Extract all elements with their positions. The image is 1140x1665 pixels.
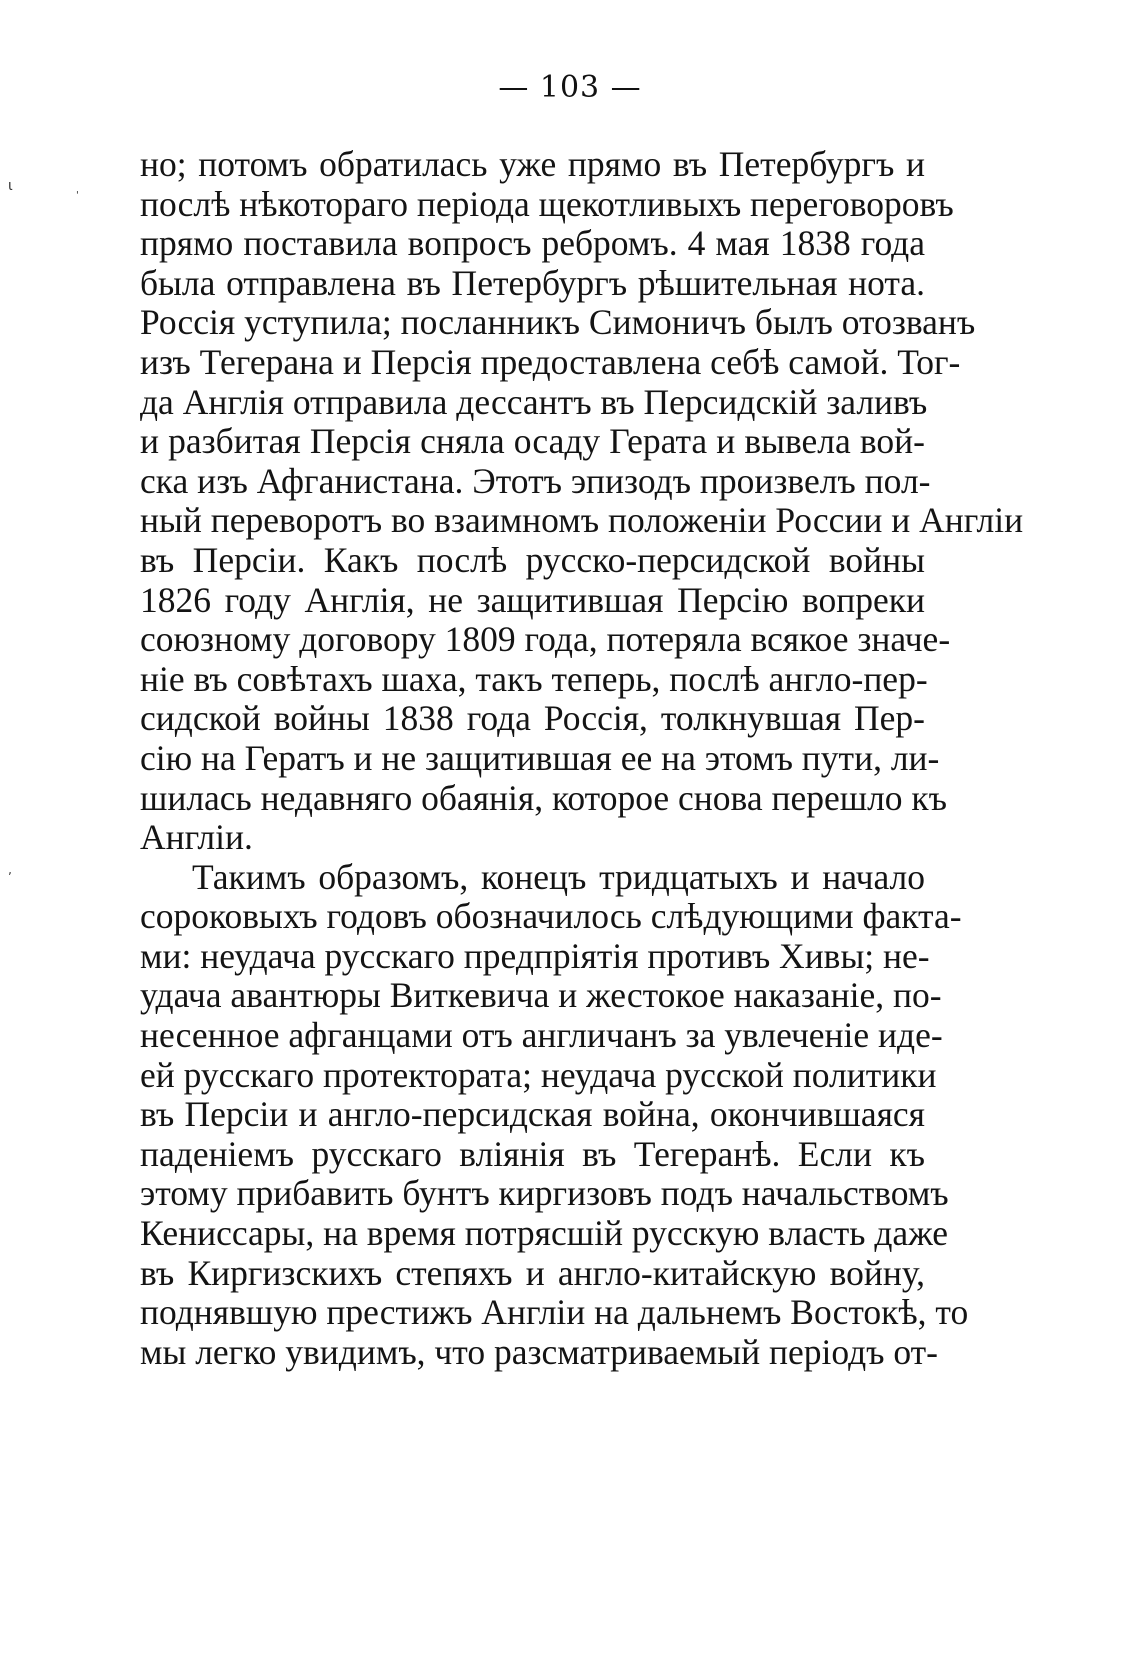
text-line: несенное афганцами отъ англичанъ за увлеченіе иде- bbox=[140, 1015, 943, 1056]
text-line: сороковыхъ годовъ обозначилось слѣдующими факта- bbox=[140, 896, 962, 937]
paragraph-1 bbox=[140, 144, 1024, 858]
paragraph-2 bbox=[140, 856, 969, 1373]
text-line: но; потомъ обратилась уже прямо въ Петербургъ и bbox=[140, 144, 925, 184]
text-line: удача авантюры Виткевича и жестокое наказаніе, по- bbox=[140, 975, 942, 1016]
text-line: союзному договору 1809 года, потеряла всякое значе- bbox=[140, 619, 951, 660]
text-line: изъ Тегерана и Персія предоставлена себѣ самой. Тог- bbox=[140, 341, 961, 382]
text-line: ніе въ совѣтахъ шаха, такъ теперь, послѣ англо-пер- bbox=[140, 658, 928, 699]
text-line: и разбитая Персія сняла осаду Герата и вывела вой- bbox=[140, 421, 925, 462]
text-line: Россія уступила; посланникъ Симоничъ былъ отозванъ bbox=[140, 302, 976, 343]
text-line: паденіемъ русскаго вліянія въ Тегеранѣ. Если къ bbox=[140, 1133, 925, 1174]
text-line: этому прибавить бунтъ киргизовъ подъ начальствомъ bbox=[140, 1173, 949, 1214]
text-line: 1826 году Англія, не защитившая Персію вопреки bbox=[140, 579, 925, 620]
text-line: была отправлена въ Петербургъ рѣшительная нота. bbox=[140, 262, 925, 303]
text-line: сію на Гератъ и не защитившая ее на этомъ пути, ли- bbox=[140, 737, 940, 778]
text-line: въ Киргизскихъ степяхъ и англо-китайскую войну, bbox=[140, 1252, 925, 1293]
text-line: Англіи. bbox=[140, 817, 253, 858]
margin-speck: ι bbox=[8, 178, 13, 194]
page-number: — 103 — bbox=[498, 70, 642, 105]
text-line: послѣ нѣкотораго періода щекотливыхъ переговоровъ bbox=[140, 183, 954, 224]
text-line: поднявшую престижъ Англіи на дальнемъ Востокѣ, то bbox=[140, 1292, 969, 1333]
margin-speck: ' bbox=[76, 190, 79, 201]
text-line: въ Персіи и англо-персидская война, окончившаяся bbox=[140, 1094, 925, 1135]
body-text bbox=[140, 144, 1024, 1372]
text-line: ска изъ Афганистана. Этотъ эпизодъ произвелъ пол- bbox=[140, 460, 931, 501]
text-line: мы легко увидимъ, что разсматриваемый періодъ от- bbox=[140, 1331, 939, 1372]
text-line: ей русскаго протектората; неудача русской политики bbox=[140, 1054, 937, 1095]
text-line: ми: неудача русскаго предпріятія противъ Хивы; не- bbox=[140, 935, 930, 976]
text-line: въ Персіи. Какъ послѣ русско-персидской войны bbox=[140, 539, 925, 580]
text-line: сидской войны 1838 года Россія, толкнувшая Пер- bbox=[140, 698, 925, 739]
text-line: ный переворотъ во взаимномъ положеніи России и Англіи bbox=[140, 500, 1024, 541]
text-line: Кениссары, на время потрясшій русскую власть даже bbox=[140, 1213, 949, 1254]
text-line: прямо поставила вопросъ ребромъ. 4 мая 1838 года bbox=[140, 223, 925, 264]
margin-speck: ʼ bbox=[8, 870, 12, 884]
text-line: шилась недавняго обаянія, которое снова перешло къ bbox=[140, 777, 948, 818]
text-line: да Англія отправила дессантъ въ Персидскій заливъ bbox=[140, 381, 928, 422]
text-line: Такимъ образомъ, конецъ тридцатыхъ и начало bbox=[192, 856, 925, 897]
